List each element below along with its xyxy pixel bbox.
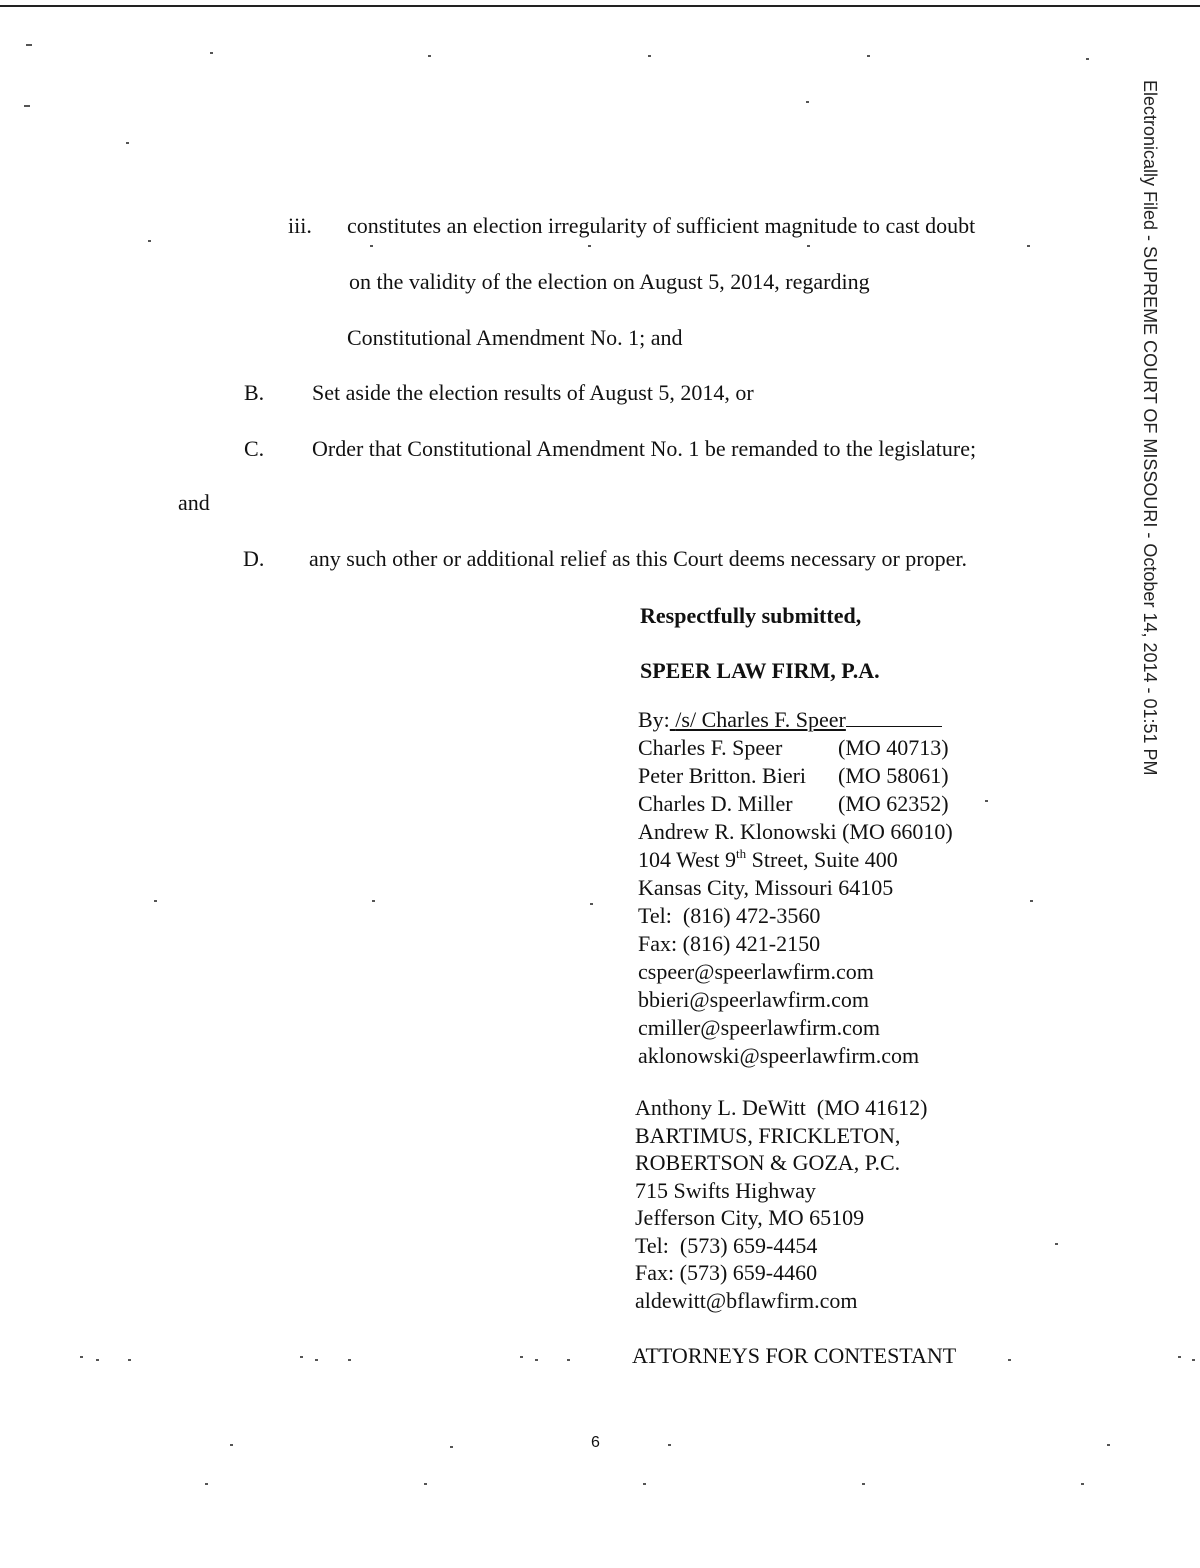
firm-fax: Fax: (816) 421-2150	[638, 931, 821, 956]
item-iii-line-1: constitutes an election irregularity of sufficient magnitude to cast doubt	[347, 213, 976, 238]
firm-telephone: Tel: (816) 472-3560	[638, 903, 821, 928]
co-counsel-firm-line-2: ROBERTSON & GOZA, P.C.	[635, 1150, 901, 1175]
respectfully-submitted: Respectfully submitted,	[640, 603, 862, 628]
co-counsel-fax: Fax: (573) 659-4460	[635, 1260, 818, 1285]
firm-address-line-2: Kansas City, Missouri 64105	[638, 875, 894, 900]
signature-block	[638, 706, 953, 1070]
email-cspeer: cspeer@speerlawfirm.com	[638, 959, 874, 984]
co-counsel-name: Anthony L. DeWitt (MO 41612)	[635, 1095, 928, 1120]
firm-address-line-1: 104 West 9th Street, Suite 400	[638, 846, 898, 872]
by-label: By:	[638, 707, 670, 732]
co-counsel-email: aldewitt@bflawfirm.com	[635, 1287, 858, 1313]
attorney-row	[638, 790, 953, 818]
top-border-line	[0, 5, 1200, 7]
email-bbieri: bbieri@speerlawfirm.com	[638, 987, 870, 1012]
item-iii-line-2: on the validity of the election on August 5, 2014, regarding	[349, 269, 870, 294]
attorney-bar-number: (MO 40713)	[838, 735, 949, 760]
item-iii-marker: iii.	[288, 213, 312, 238]
attorney-klonowski: Andrew R. Klonowski (MO 66010)	[638, 819, 953, 844]
conjunction-and: and	[178, 490, 210, 515]
co-counsel-block	[635, 1094, 927, 1314]
electronic-signature: /s/ Charles F. Speer	[675, 707, 846, 732]
page-number: 6	[591, 1434, 600, 1451]
co-counsel-firm-line-1: BARTIMUS, FRICKLETON,	[635, 1122, 901, 1148]
co-counsel-city: Jefferson City, MO 65109	[635, 1205, 865, 1230]
attorney-name: Peter Britton. Bieri	[638, 763, 807, 788]
email-aklonowski: aklonowski@speerlawfirm.com	[638, 1043, 920, 1068]
attorney-row	[638, 734, 953, 762]
item-d-text: any such other or additional relief as this Court deems necessary or proper.	[309, 546, 967, 571]
item-c-text: Order that Constitutional Amendment No. 1 be remanded to the legislature;	[312, 436, 977, 461]
item-d-marker: D.	[243, 546, 265, 571]
attorney-bar-number: (MO 58061)	[838, 763, 949, 788]
firm-name: SPEER LAW FIRM, P.A.	[640, 658, 880, 683]
signature-underline	[846, 707, 942, 727]
co-counsel-telephone: Tel: (573) 659-4454	[635, 1232, 818, 1258]
item-b-text: Set aside the election results of August 5, 2014, or	[312, 380, 754, 405]
item-c-marker: C.	[244, 436, 265, 461]
item-b-marker: B.	[244, 380, 265, 405]
attorney-name: Charles D. Miller	[638, 791, 793, 816]
attorneys-for-contestant: ATTORNEYS FOR CONTESTANT	[632, 1343, 957, 1368]
electronic-filing-stamp: Electronically Filed - SUPREME COURT OF MISSOURI - October 14, 2014 - 01:51 PM	[1140, 80, 1160, 776]
item-iii-line-3: Constitutional Amendment No. 1; and	[347, 325, 683, 350]
attorney-bar-number: (MO 62352)	[838, 791, 949, 816]
email-cmiller: cmiller@speerlawfirm.com	[638, 1015, 880, 1040]
attorney-name: Charles F. Speer	[638, 735, 783, 760]
co-counsel-street: 715 Swifts Highway	[635, 1177, 816, 1203]
signature-line	[638, 706, 953, 734]
attorney-row	[638, 762, 953, 790]
